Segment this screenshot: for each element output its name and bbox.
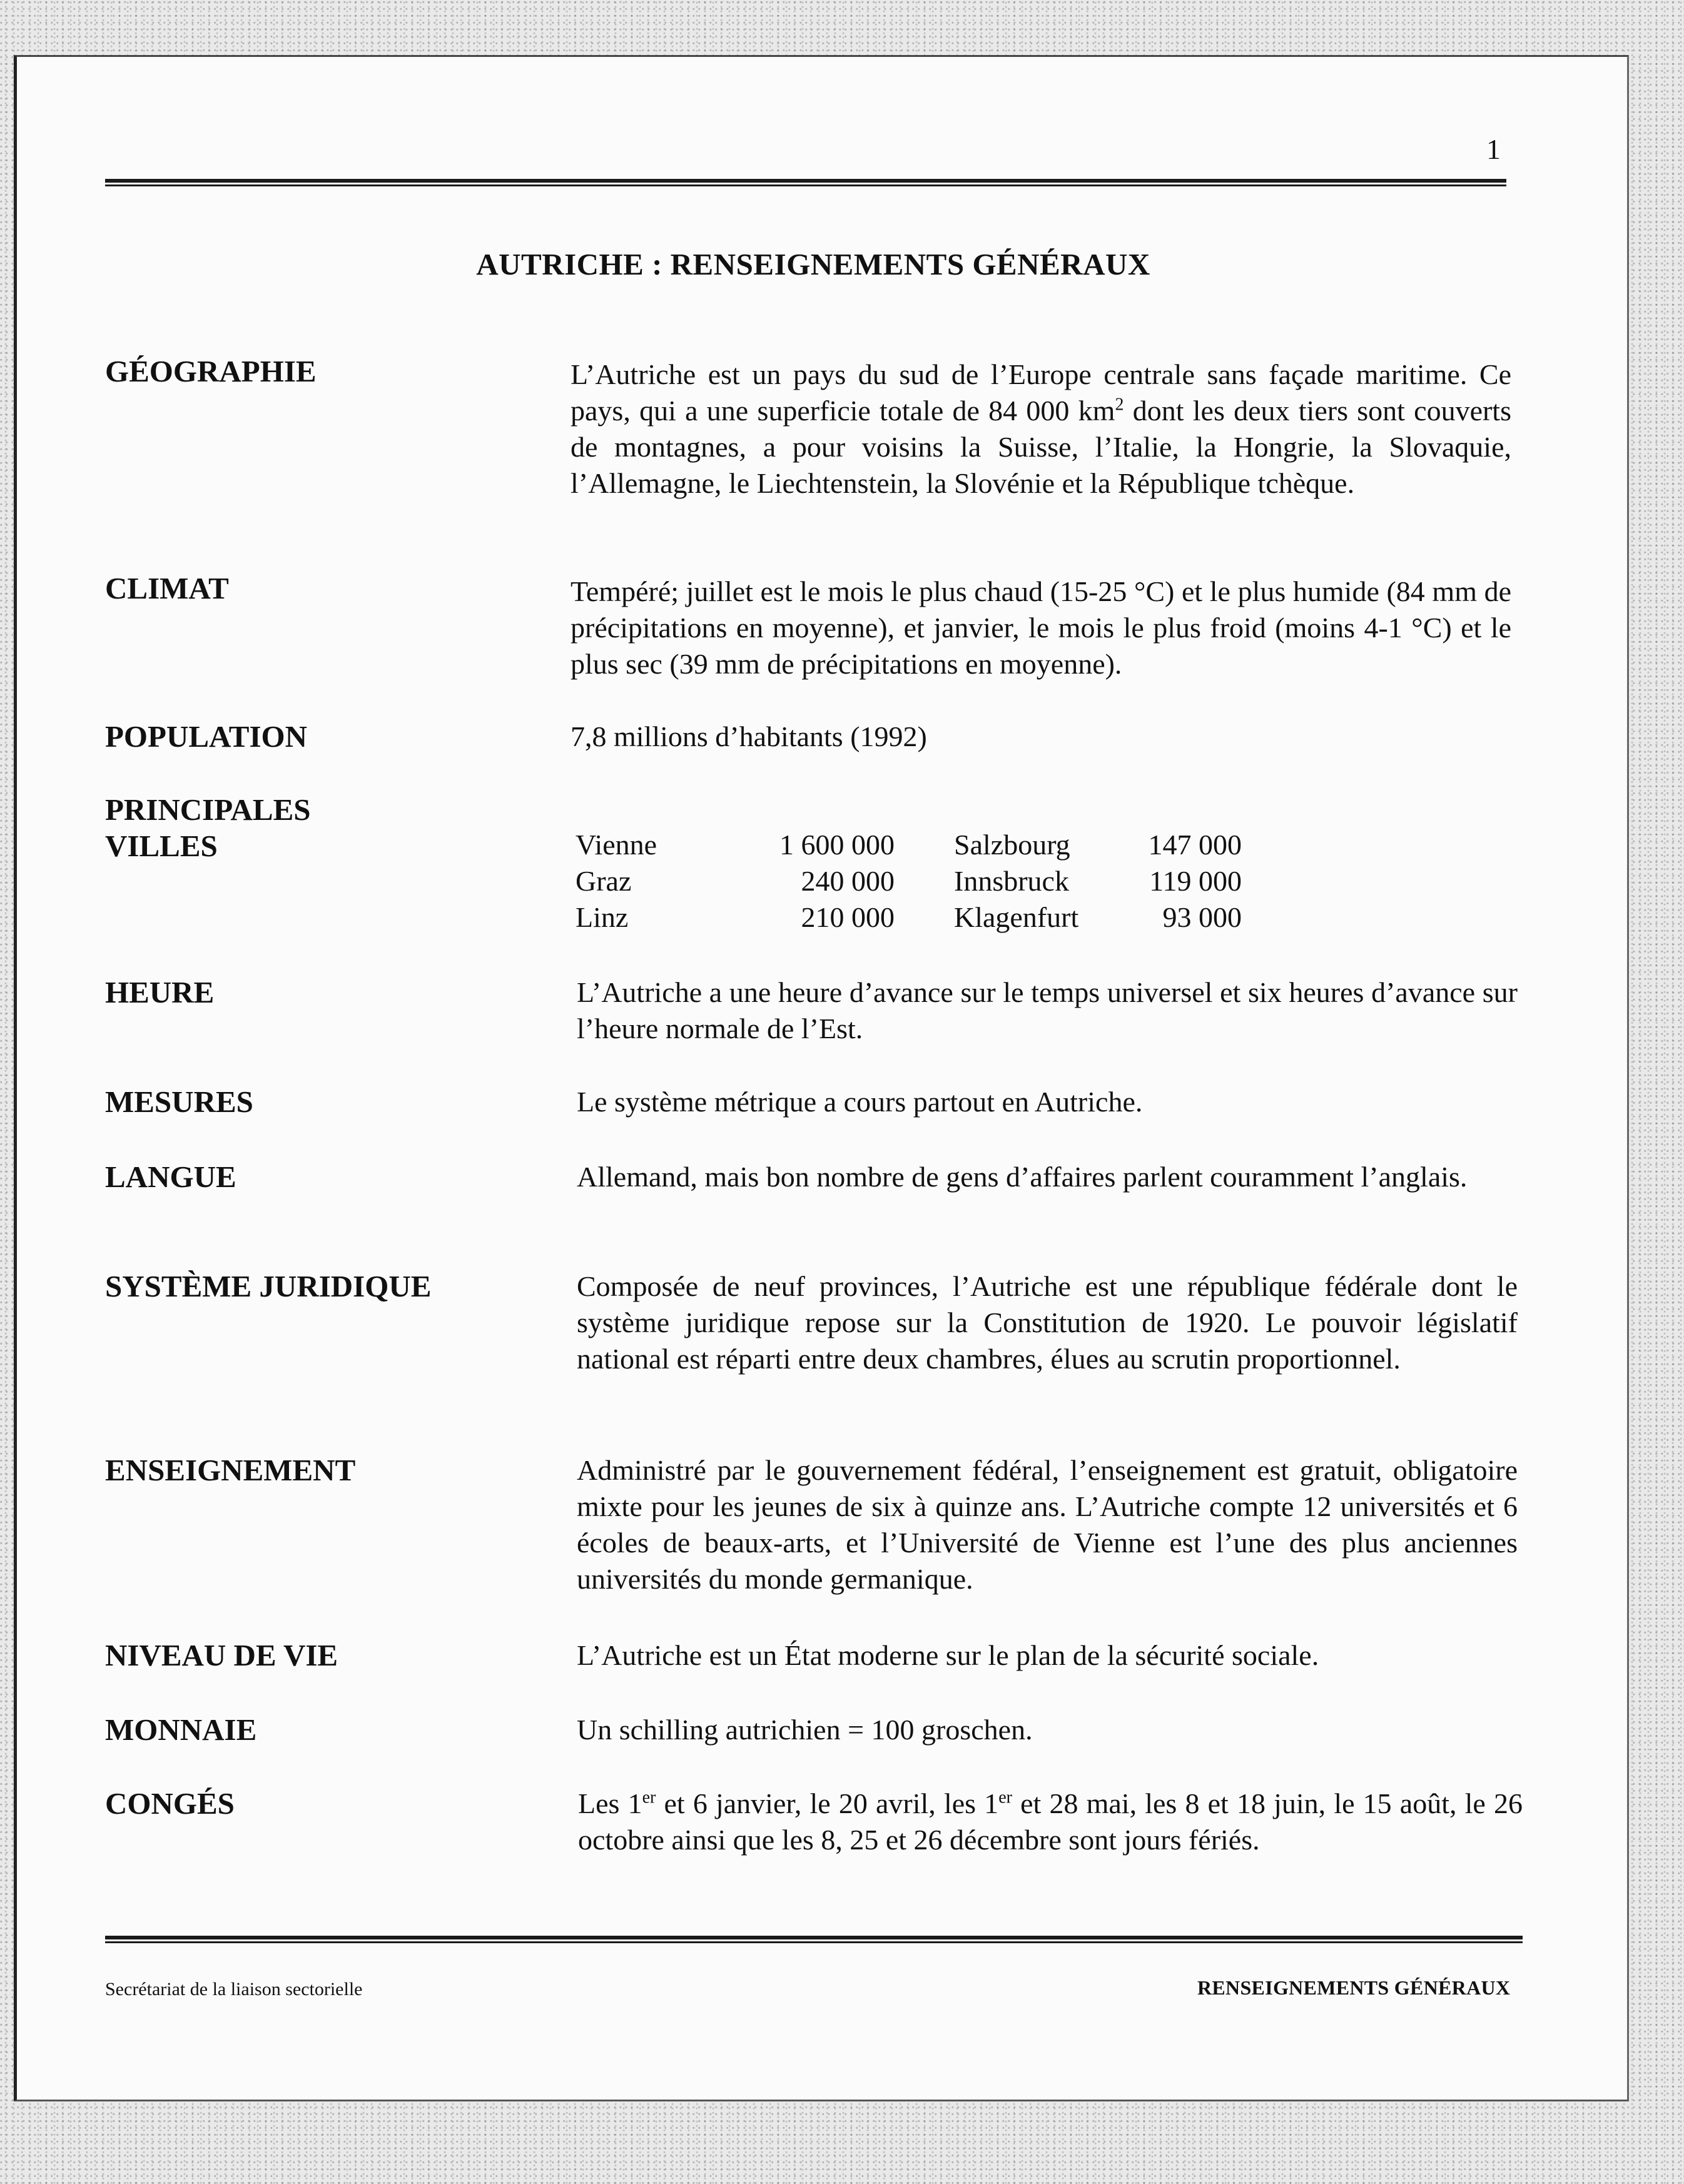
- city-population: 210 000: [801, 901, 895, 933]
- page-title: AUTRICHE : RENSEIGNEMENTS GÉNÉRAUX: [476, 247, 1150, 281]
- city-population: 119 000: [1149, 865, 1242, 897]
- footer-left-text: Secrétariat de la liaison sectorielle: [105, 1979, 363, 1999]
- definition-systeme-juridique: Composée de neuf provinces, l’Autriche est une république fédérale dont le système juridique repose sur la Constitution de 1920. Le pouvoir législatif national est réparti entre deux chambres, élues au scrutin proportionnel.: [577, 1270, 1518, 1375]
- city-name: Graz: [576, 865, 632, 897]
- table-row: [576, 899, 1242, 936]
- city-name: Innsbruck: [954, 865, 1069, 897]
- footer-rule: [105, 1936, 1523, 1943]
- footer-right-text: RENSEIGNEMENTS GÉNÉRAUX: [1197, 1976, 1511, 1999]
- page-number: 1: [1486, 133, 1501, 165]
- definition-enseignement: Administré par le gouvernement fédéral, l’enseignement est gratuit, obligatoire mixte pour les jeunes de six à quinze ans. L’Autriche compte 12 universités et 6 écoles de beaux-arts, et l’Université de Vienne est l’une des plus anciennes universités du monde germanique.: [577, 1454, 1518, 1595]
- conges-text-2: et 6 janvier, le 20 avril, les 1: [656, 1787, 999, 1819]
- term-monnaie: MONNAIE: [105, 1712, 257, 1747]
- definition-mesures: Le système métrique a cours partout en Autriche.: [577, 1086, 1143, 1118]
- geographie-superscript: 2: [1115, 395, 1124, 415]
- term-geographie: GÉOGRAPHIE: [105, 354, 317, 388]
- definition-population: 7,8 millions d’habitants (1992): [571, 720, 927, 752]
- geographie-text-2: dont les deux tiers sont couverts de montagnes, a pour voisins la Suisse, l’Italie, la Hongrie, la Slovaquie, l’Allemagne, le Liechtenstein, la Slovénie et la République tchèque.: [571, 395, 1511, 499]
- definition-conges: [578, 1786, 1523, 1858]
- city-name: Salzbourg: [954, 829, 1070, 861]
- term-systeme-juridique: SYSTÈME JURIDIQUE: [105, 1269, 432, 1303]
- geographie-text-1: L’Autriche est un pays du sud de l’Europe centrale sans façade maritime. Ce pays, qui a une superficie totale de 84 000 km: [571, 358, 1511, 427]
- term-enseignement: ENSEIGNEMENT: [105, 1453, 356, 1487]
- term-heure: HEURE: [105, 975, 215, 1009]
- city-population: 1 600 000: [779, 829, 895, 861]
- city-population: 147 000: [1148, 829, 1242, 861]
- conges-superscript-2: er: [998, 1787, 1012, 1807]
- term-villes-line1: PRINCIPALES: [105, 792, 311, 827]
- definition-heure: L’Autriche a une heure d’avance sur le temps universel et six heures d’avance sur l’heure normale de l’Est.: [577, 976, 1518, 1044]
- header-rule: [105, 179, 1506, 186]
- conges-superscript-1: er: [642, 1787, 656, 1807]
- definition-geographie: [571, 356, 1511, 502]
- table-row: [576, 863, 1242, 899]
- definition-climat: Tempéré; juillet est le mois le plus chaud (15-25 °C) et le plus humide (84 mm de précipitations en moyenne), et janvier, le mois le plus froid (moins 4-1 °C) et le plus sec (39 mm de précipitations en moyenne).: [571, 575, 1511, 680]
- term-niveau-de-vie: NIVEAU DE VIE: [105, 1638, 338, 1672]
- table-row: [576, 827, 1242, 863]
- conges-text-1: Les 1: [578, 1787, 642, 1819]
- term-villes: [105, 792, 543, 864]
- city-population: 240 000: [801, 865, 895, 897]
- definition-niveau-de-vie: L’Autriche est un État moderne sur le plan de la sécurité sociale.: [577, 1639, 1319, 1671]
- term-population: POPULATION: [105, 719, 308, 754]
- definition-langue: Allemand, mais bon nombre de gens d’affaires parlent couramment l’anglais.: [577, 1161, 1468, 1193]
- term-langue: LANGUE: [105, 1160, 236, 1194]
- city-population: 93 000: [1162, 901, 1242, 933]
- definition-monnaie: Un schilling autrichien = 100 groschen.: [577, 1714, 1033, 1746]
- city-name: Linz: [576, 901, 629, 933]
- term-climat: CLIMAT: [105, 571, 229, 605]
- cities-table: [576, 827, 1242, 936]
- term-villes-line2: VILLES: [105, 829, 218, 863]
- city-name: Vienne: [576, 829, 657, 861]
- city-name: Klagenfurt: [954, 901, 1079, 933]
- conges-text-3: et 28 mai, les 8 et 18 juin, le 15 août, le 26 octobre ainsi que les 8, 25 et 26 décembre sont jours fériés.: [578, 1787, 1523, 1856]
- term-mesures: MESURES: [105, 1084, 253, 1119]
- term-conges: CONGÉS: [105, 1786, 235, 1821]
